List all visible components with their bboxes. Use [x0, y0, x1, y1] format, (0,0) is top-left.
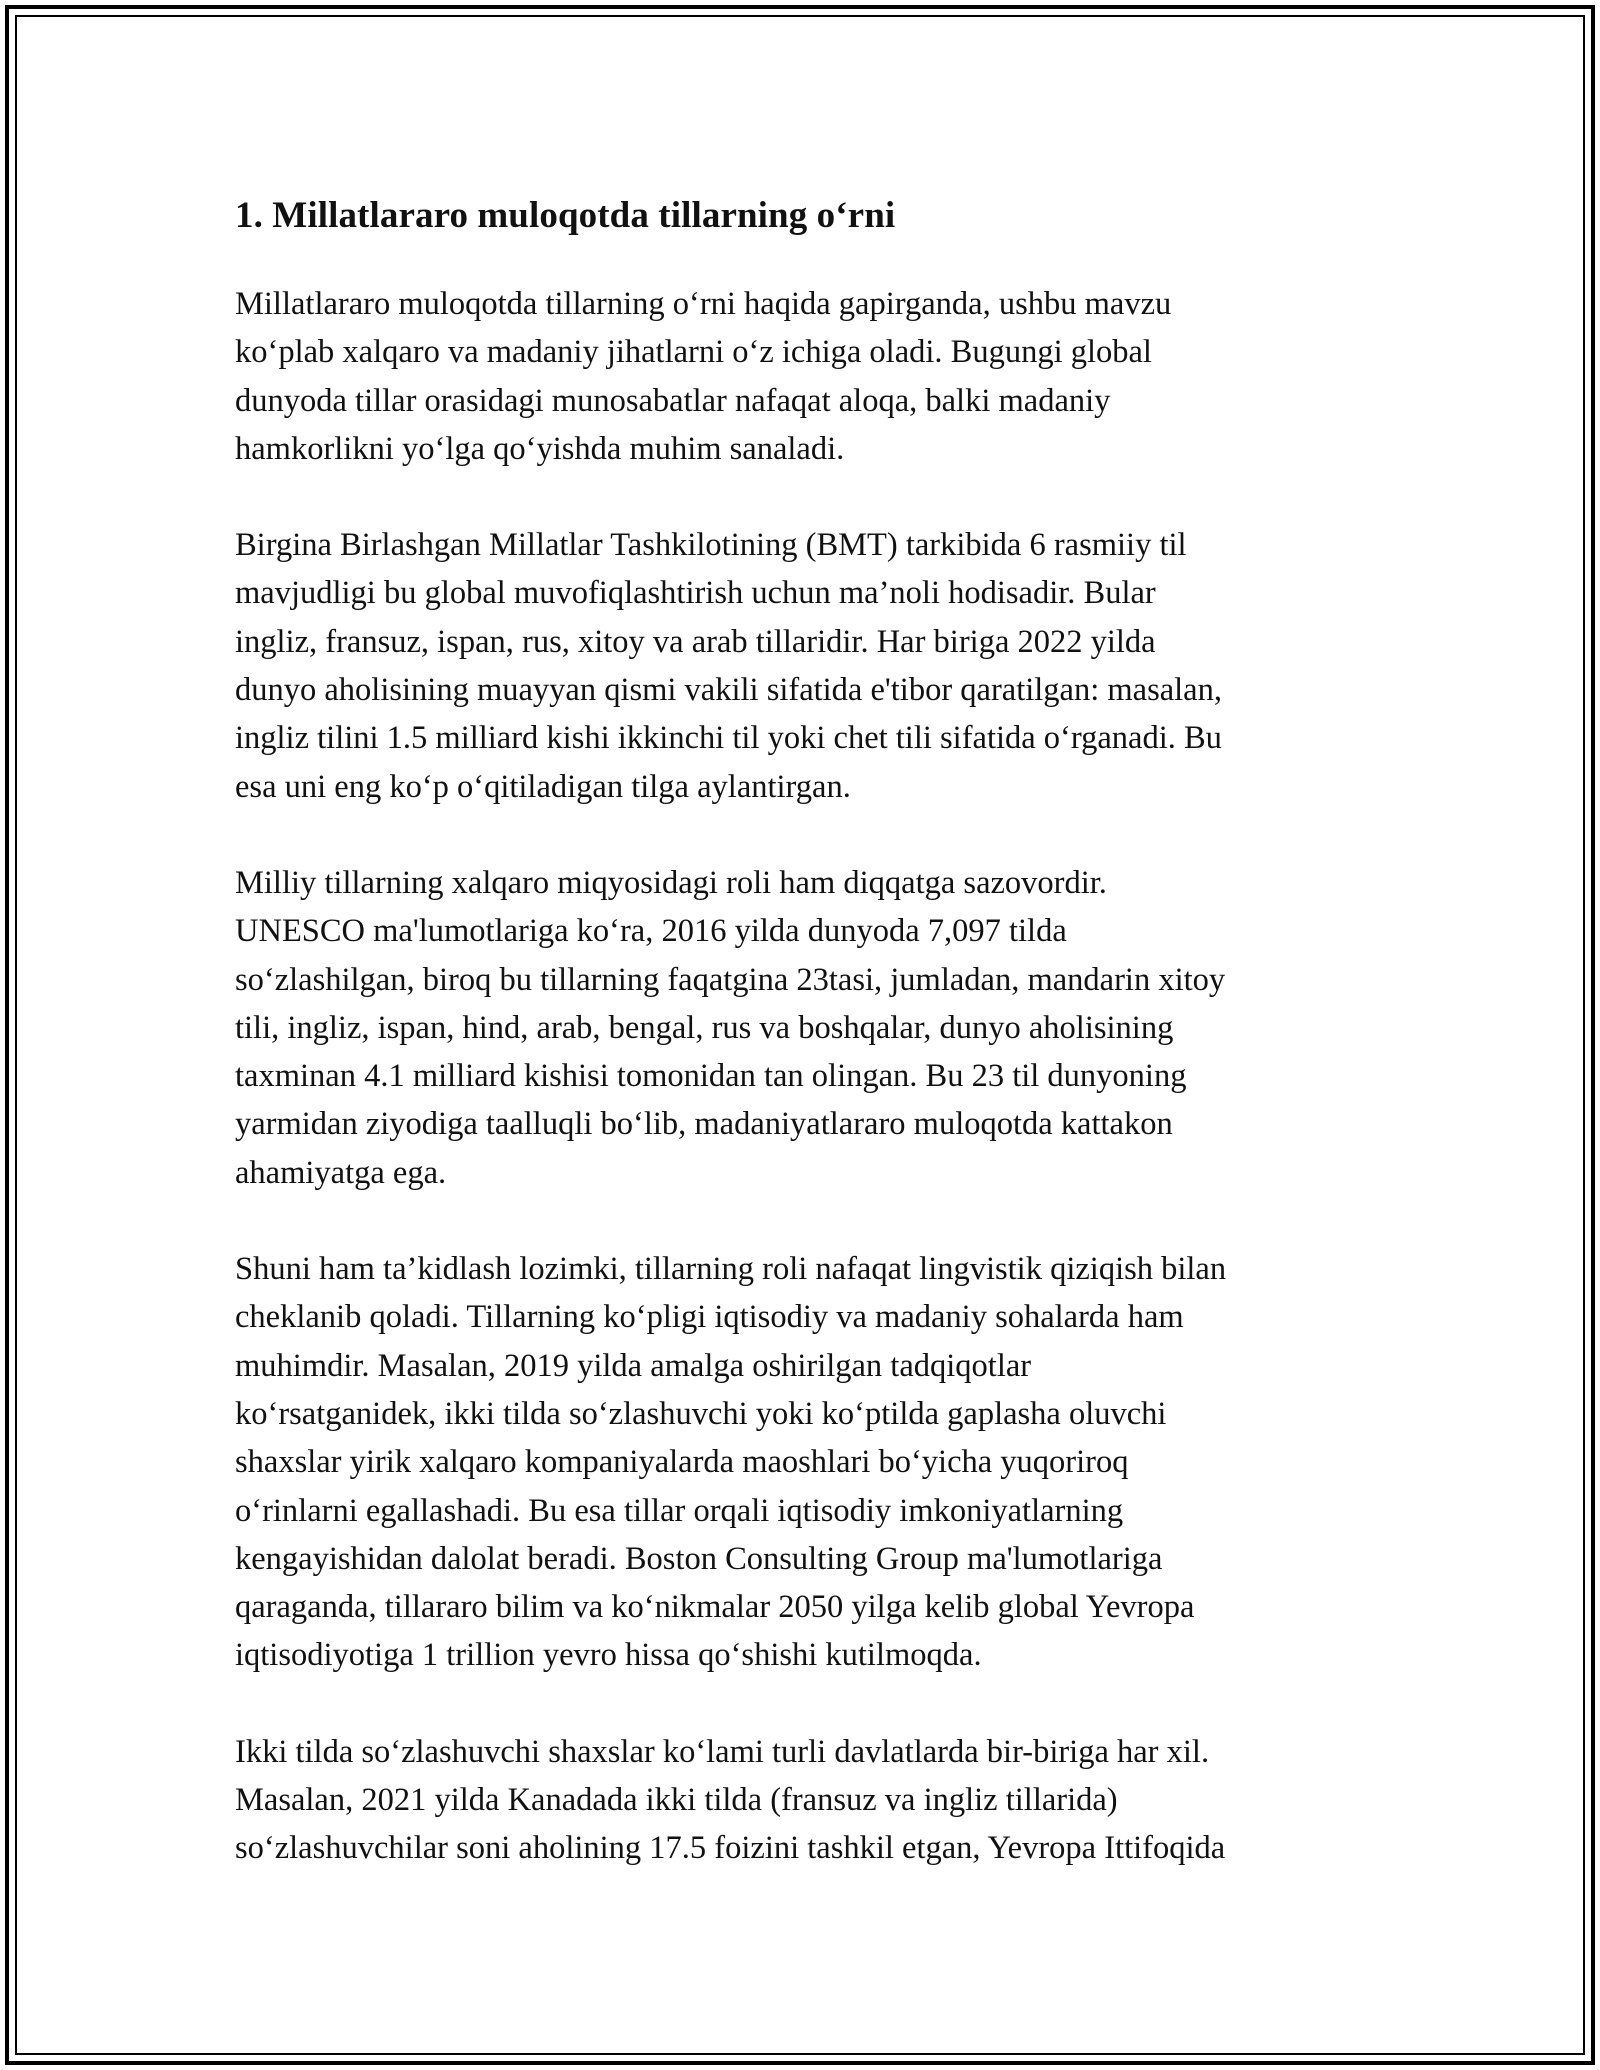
paragraph-line: Ikki tilda so‘zlashuvchi shaxslar ko‘lami turli davlatlarda bir-biriga har xil. [235, 1733, 1210, 1770]
paragraph-line: esa uni eng ko‘p o‘qitiladigan tilga aylantirgan. [235, 768, 851, 805]
paragraph-line: Millatlararo muloqotda tillarning o‘rni haqida gapirganda, ushbu mavzu [235, 286, 1172, 322]
paragraph-line: o‘rinlarni egallashadi. Bu esa tillar orqali iqtisodiy imkoniyatlarning [235, 1492, 1124, 1529]
paragraph-line: hamkorlikni yo‘lga qo‘yishda muhim sanaladi. [235, 430, 845, 467]
paragraph-line: tili, ingliz, ispan, hind, arab, bengal, rus va boshqalar, dunyo aholisining [235, 1009, 1174, 1046]
paragraph-line: mavjudligi bu global muvofiqlashtirish uchun ma’noli hodisadir. Bular [235, 575, 1156, 612]
paragraph-line: Milliy tillarning xalqaro miqyosidagi roli ham diqqatga sazovordir. [235, 864, 1107, 901]
paragraph-line: dunyoda tillar orasidagi munosabatlar nafaqat aloqa, balki madaniy [235, 382, 1111, 419]
paragraph-line: Masalan, 2021 yilda Kanadada ikki tilda (fransuz va ingliz tillarida) [235, 1782, 1118, 1819]
paragraph-line: shaxslar yirik xalqaro kompaniyalarda maoshlari bo‘yicha yuqoriroq [235, 1444, 1129, 1481]
paragraph-line: Birgina Birlashgan Millatlar Tashkilotining (BMT) tarkibida 6 rasmiiy til [235, 527, 1187, 564]
paragraph-line: ko‘plab xalqaro va madaniy jihatlarni o‘z ichiga oladi. Bugungi global [235, 334, 1152, 371]
paragraph-line: muhimdir. Masalan, 2019 yilda amalga oshirilgan tadqiqotlar [235, 1347, 1032, 1384]
paragraph-line: ko‘rsatganidek, ikki tilda so‘zlashuvchi yoki ko‘ptilda gaplasha oluvchi [235, 1395, 1167, 1432]
paragraph-line: so‘zlashilgan, biroq bu tillarning faqatgina 23tasi, jumladan, mandarin xitoy [235, 961, 1226, 998]
paragraph-line: cheklanib qoladi. Tillarning ko‘pligi iqtisodiy va madaniy sohalarda ham [235, 1299, 1184, 1336]
paragraph [235, 280, 1375, 473]
paragraph-line: Shuni ham ta’kidlash lozimki, tillarning roli nafaqat lingvistik qiziqish bilan [235, 1251, 1227, 1288]
paragraph-line: ingliz tilini 1.5 milliard kishi ikkinchi til yoki chet tili sifatida o‘rganadi. Bu [235, 720, 1222, 757]
paragraph [235, 521, 1375, 811]
paragraph [235, 1245, 1375, 1680]
paragraph-line: qaraganda, tillararo bilim va ko‘nikmalar 2050 yilga kelib global Yevropa [235, 1589, 1195, 1626]
paragraph-line: ingliz, fransuz, ispan, rus, xitoy va arab tillaridir. Har biriga 2022 yilda [235, 623, 1156, 660]
paragraph-line: so‘zlashuvchilar soni aholining 17.5 foizini tashkil etgan, Yevropa Ittifoqida [235, 1830, 1226, 1867]
paragraph-line: kengayishidan dalolat beradi. Boston Consulting Group ma'lumotlariga [235, 1540, 1163, 1577]
paragraph-line: ahamiyatga ega. [235, 1154, 447, 1191]
paragraph-line: dunyo aholisining muayyan qismi vakili sifatida e'tibor qaratilgan: masalan, [235, 672, 1222, 709]
paragraph [235, 1728, 1375, 1873]
paragraph-line: yarmidan ziyodiga taalluqli bo‘lib, madaniyatlararo muloqotda kattakon [235, 1106, 1173, 1143]
section-heading: 1. Millatlararo muloqotda tillarning o‘rni [235, 195, 896, 236]
paragraph-line: iqtisodiyotiga 1 trillion yevro hissa qo‘shishi kutilmoqda. [235, 1637, 982, 1674]
paragraph-line: UNESCO ma'lumotlariga ko‘ra, 2016 yilda dunyoda 7,097 tilda [235, 913, 1067, 950]
paragraph [235, 859, 1375, 1197]
document-body [235, 186, 1375, 1873]
paragraph-line: taxminan 4.1 milliard kishisi tomonidan tan olingan. Bu 23 til dunyoning [235, 1058, 1187, 1095]
